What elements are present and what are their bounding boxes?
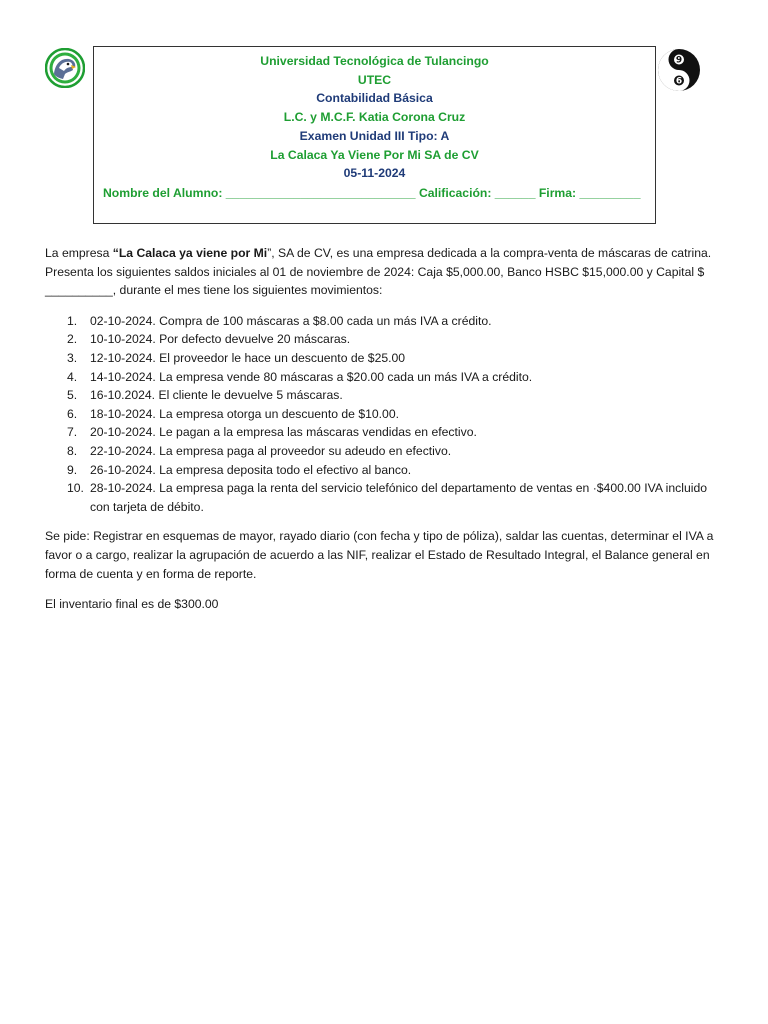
- list-item-text: 22-10-2024. La empresa paga al proveedor su adeudo en efectivo.: [90, 443, 452, 458]
- svg-text:6: 6: [675, 76, 683, 87]
- list-item-text: 10-10-2024. Por defecto devuelve 20 máscaras.: [90, 332, 351, 347]
- list-item-number: 1.: [67, 313, 78, 328]
- list-item-text: 28-10-2024. La empresa paga la renta del servicio telefónico del departamento de ventas en ·$400.00 IVA incluido con tarjeta de débito.: [90, 481, 708, 514]
- eagle-logo-icon: [45, 48, 85, 88]
- list-item: [45, 442, 725, 461]
- exam-date: 05-11-2024: [343, 166, 406, 181]
- list-item-number: 5.: [67, 388, 78, 403]
- list-item: [45, 349, 725, 368]
- list-item-text: 26-10-2024. La empresa deposita todo el efectivo al banco.: [90, 462, 412, 477]
- list-item-text: 14-10-2024. La empresa vende 80 máscaras a $20.00 cada un más IVA a crédito.: [90, 369, 533, 384]
- company-name-bold: “La Calaca ya viene por Mi: [112, 246, 268, 260]
- list-item-number: 7.: [67, 425, 78, 440]
- list-item-text: 12-10-2024. El proveedor le hace un descuento de $25.00: [90, 350, 406, 365]
- list-item: [45, 461, 725, 480]
- svg-text:9: 9: [675, 55, 683, 66]
- list-item: [45, 386, 725, 405]
- instructions-paragraph: Se pide: Registrar en esquemas de mayor, rayado diario (con fecha y tipo de póliza), saldar las cuentas, determinar el IVA a favor o a cargo, realizar la agrupación de acuerdo a las NIF, realizar el Estado de Resultado Integral, el Balance general en forma de cuenta y en forma de reporte.: [45, 529, 714, 581]
- company-title: La Calaca Ya Viene Por Mi SA de CV: [270, 147, 479, 162]
- exam-content: [45, 244, 725, 614]
- university-name: Universidad Tecnológica de Tulancingo: [260, 54, 489, 68]
- list-item-number: 10.: [67, 481, 84, 496]
- list-item-text: 18-10-2024. La empresa otorga un descuento de $10.00.: [90, 406, 399, 421]
- list-item-number: 8.: [67, 443, 78, 458]
- list-item-text: 20-10-2024. Le pagan a la empresa las máscaras vendidas en efectivo.: [90, 425, 477, 440]
- course-name: Contabilidad Básica: [316, 91, 433, 106]
- university-acronym: UTEC: [357, 72, 392, 87]
- list-item-number: 3.: [67, 350, 78, 365]
- intro-prefix: La empresa: [45, 246, 113, 260]
- list-item-number: 4.: [67, 369, 78, 384]
- intro-paragraph: [45, 244, 725, 300]
- list-item: [45, 312, 725, 331]
- teacher-name: L.C. y M.C.F. Katia Corona Cruz: [283, 110, 466, 125]
- list-item: [45, 405, 725, 424]
- exam-header: [93, 46, 656, 224]
- list-item-number: 2.: [67, 332, 78, 347]
- student-info-line: Nombre del Alumno: ____________________________ Calificación: ______ Firma: _________: [103, 185, 641, 200]
- list-item-text: 02-10-2024. Compra de 100 máscaras a $8.00 cada un más IVA a crédito.: [90, 313, 492, 328]
- list-item-number: 9.: [67, 462, 78, 477]
- movements-list: [45, 312, 725, 517]
- list-item-number: 6.: [67, 406, 78, 421]
- final-inventory-note: El inventario final es de $300.00: [45, 597, 219, 612]
- exam-title: Examen Unidad III Tipo: A: [299, 128, 450, 143]
- list-item: [45, 368, 725, 387]
- yin-yang-logo-icon: [656, 46, 702, 94]
- list-item: [45, 423, 725, 442]
- list-item-text: 16-10.2024. El cliente le devuelve 5 máscaras.: [90, 388, 343, 403]
- intro-suffix: ”, SA de CV, es una empresa dedicada a la compra-venta de máscaras de catrina. Presenta los siguientes saldos iniciales al 01 de noviembre de 2024: Caja $5,000.00, Banco HSBC $15,000.00 y Capital $ __________, durante el mes tiene los siguientes movimientos:: [45, 246, 712, 298]
- list-item: [45, 330, 725, 349]
- list-item: [45, 479, 725, 516]
